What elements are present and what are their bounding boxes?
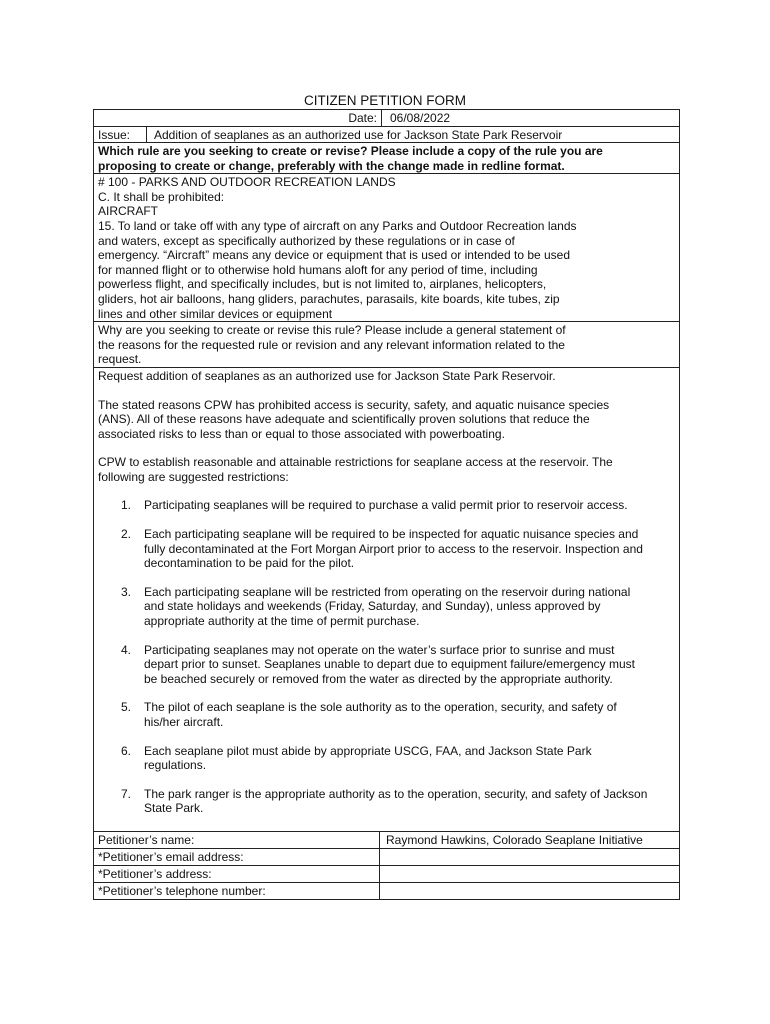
list-line: depart prior to sunset. Seaplanes unable to depart due to equipment failure/emergency must (144, 657, 635, 672)
reason-question (94, 321, 679, 367)
question-line: request. (98, 352, 142, 367)
question-line: proposing to create or change, preferably with the change made in redline format. (98, 158, 565, 173)
answer-line: associated risks to less than or equal to those associated with powerboating. (98, 426, 505, 441)
question-line: Why are you seeking to create or revise this rule? Please include a general statement of (98, 323, 566, 338)
list-item (98, 787, 675, 816)
answer-line: following are suggested restrictions: (98, 469, 289, 484)
list-line: State Park. (144, 801, 204, 816)
list-line: The park ranger is the appropriate authority as to the operation, security, and safety of Jackson (144, 786, 648, 801)
answer-line: The stated reasons CPW has prohibited access is security, safety, and aquatic nuisance species (98, 397, 610, 412)
list-number: 5. (121, 700, 132, 715)
list-line: Each seaplane pilot must abide by appropriate USCG, FAA, and Jackson State Park (144, 743, 592, 758)
list-line: and state holidays and weekends (Friday, Saturday, and Sunday), unless approved by (144, 599, 601, 614)
date-label: Date: (348, 111, 377, 125)
list-line: The pilot of each seaplane is the sole authority as to the operation, security, and safety of (144, 700, 617, 715)
list-number: 7. (121, 786, 132, 801)
list-number: 6. (121, 743, 132, 758)
petitioner-address-label: *Petitioner’s address: (94, 865, 379, 882)
list-line: regulations. (144, 758, 207, 773)
list-item (98, 744, 675, 773)
rule-question (94, 142, 679, 173)
issue-field[interactable]: Addition of seaplanes as an authorized use for Jackson State Park Reservoir (146, 127, 562, 143)
rule-text-field[interactable] (94, 173, 679, 321)
rule-line: AIRCRAFT (98, 204, 158, 219)
rule-line: gliders, hot air balloons, hang gliders, parachutes, parasails, kite boards, kite tubes, zip (98, 291, 560, 306)
form-title: CITIZEN PETITION FORM (304, 93, 466, 108)
list-item (98, 585, 675, 629)
answer-line: CPW to establish reasonable and attainable restrictions for seaplane access at the reservoir. The (98, 455, 613, 470)
issue-row (94, 126, 679, 142)
list-item (98, 700, 675, 729)
date-field[interactable]: 06/08/2022 (381, 110, 450, 126)
petitioner-address-field[interactable] (379, 865, 679, 882)
answer-paragraph (98, 455, 675, 484)
petition-form (93, 109, 680, 900)
rule-line: emergency. “Aircraft” means any device or equipment that is used or intended to be used (98, 248, 571, 263)
rule-line: and waters, except as specifically authorized by these regulations or in case of (98, 233, 515, 248)
list-line: be beached securely or removed from the water as directed by the appropriate authority. (144, 671, 613, 686)
petitioner-name-label: Petitioner’s name: (98, 832, 195, 847)
answer-paragraph (98, 398, 675, 442)
rule-line: for manned flight or to otherwise hold humans aloft for any period of time, including (98, 262, 538, 277)
petitioner-email-field[interactable] (379, 848, 679, 865)
list-number: 2. (121, 527, 132, 542)
petitioner-table (94, 831, 679, 899)
list-item (98, 498, 675, 513)
issue-label: Issue: (98, 128, 131, 142)
rule-line: C. It shall be prohibited: (98, 189, 225, 204)
list-line: appropriate authority at the time of permit purchase. (144, 614, 420, 629)
rule-line: # 100 - PARKS AND OUTDOOR RECREATION LANDS (98, 175, 396, 190)
list-item (98, 527, 675, 571)
rule-line: 15. To land or take off with any type of aircraft on any Parks and Outdoor Recreation lands (98, 218, 577, 233)
reason-answer-field[interactable] (94, 367, 679, 831)
list-line: fully decontaminated at the Fort Morgan Airport prior to access to the reservoir. Inspection and (144, 541, 643, 556)
list-number: 1. (121, 498, 132, 513)
list-line: Each participating seaplane will be restricted from operating on the reservoir during national (144, 584, 631, 599)
petitioner-email-label: *Petitioner’s email address: (94, 848, 379, 865)
petitioner-phone-field[interactable] (379, 882, 679, 899)
list-line: Participating seaplanes will be required to purchase a valid permit prior to reservoir access. (144, 498, 628, 513)
list-item (98, 643, 675, 687)
rule-line: lines and other similar devices or equipment (98, 306, 333, 321)
list-line: his/her aircraft. (144, 715, 224, 729)
petitioner-name-field[interactable]: Raymond Hawkins, Colorado Seaplane Initiative (379, 832, 679, 848)
question-line: Which rule are you seeking to create or revise? Please include a copy of the rule you are (98, 144, 603, 158)
list-number: 3. (121, 584, 132, 599)
date-row (94, 110, 679, 126)
list-line: decontamination to be paid for the pilot. (144, 556, 355, 571)
rule-line: powerless flight, and specifically includes, but is not limited to, airplanes, helicopters, (98, 277, 547, 292)
question-line: the reasons for the requested rule or revision and any relevant information related to the (98, 337, 565, 352)
list-number: 4. (121, 642, 132, 657)
list-line: Participating seaplanes may not operate on the water’s surface prior to sunrise and must (144, 642, 615, 657)
answer-line: (ANS). All of these reasons have adequate and scientifically proven solutions that reduce the (98, 412, 590, 427)
petitioner-phone-label: *Petitioner’s telephone number: (94, 882, 379, 899)
list-line: Each participating seaplane will be required to be inspected for aquatic nuisance species and (144, 527, 639, 542)
answer-intro: Request addition of seaplanes as an authorized use for Jackson State Park Reservoir. (98, 368, 556, 383)
restrictions-list (98, 498, 675, 816)
